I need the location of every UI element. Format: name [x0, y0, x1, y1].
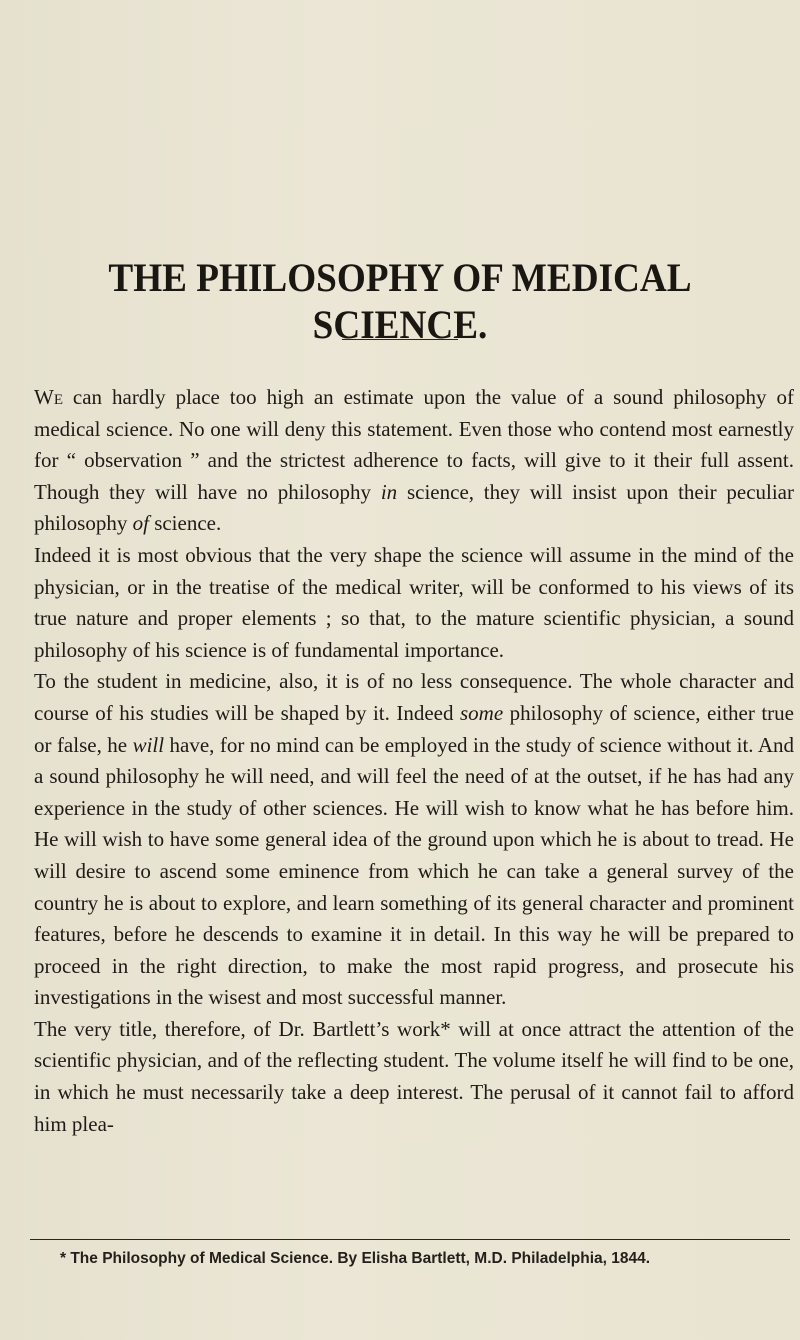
paragraph-text: can hardly place too high an estimate upon the value of a sound philosophy of medical science. No one will deny this statement. Even those who contend most earnestly for “ observation ” and the strictest adherence to facts, will give to it their full assent. Though they will have no philosophy	[34, 385, 794, 504]
footnote: * The Philosophy of Medical Science. By Elisha Bartlett, M.D. Philadelphia, 1844.	[60, 1250, 651, 1267]
page-title: THE PHILOSOPHY OF MEDICAL SCIENCE.	[108, 255, 692, 347]
paragraph-lead: We	[34, 385, 63, 409]
paragraph-2	[34, 540, 794, 666]
title-rule	[342, 339, 458, 340]
paragraph-4	[34, 1014, 794, 1140]
body-text	[34, 382, 794, 1140]
paragraph-text: The very title, therefore, of Dr. Bartlett’s work* will at once attract the attention of the scientific physician, and of the reflecting student. The volume itself he will find to be one, in which he must necessarily take a deep interest. The perusal of it cannot fail to afford him plea-	[34, 1016, 794, 1136]
paragraph-text: science.	[148, 511, 222, 536]
emphasis: in	[380, 479, 398, 504]
paragraph-text: science, they will insist upon their peculiar philosophy	[34, 479, 794, 536]
paragraph-text: philosophy of science, either true or false, he	[34, 700, 794, 757]
emphasis: of	[132, 511, 149, 536]
emphasis: some	[460, 700, 504, 725]
footnote-rule	[30, 1239, 790, 1240]
paragraph-3	[34, 666, 794, 1014]
paragraph-text: have, for no mind can be employed in the study of science without it. And a sound philosophy he will need, and will feel the need of at the outset, if he has had any experience in the study of other sciences. He will wish to know what he has before him. He will wish to have some general idea of the ground upon which he is about to tread. He will desire to ascend some eminence from which he can take a general survey of the country he is about to explore, and learn something of its general character and prominent features, before he descends to examine it in detail. In this way he will be prepared to proceed in the right direction, to make the most rapid progress, and prosecute his investigations in the wisest and most successful manner.	[34, 732, 794, 1010]
paragraph-text: To the student in medicine, also, it is of no less consequence. The whole character and course of his studies will be shaped by it. Indeed	[34, 669, 794, 725]
paragraph-text: Indeed it is most obvious that the very shape the science will assume in the mind of the physician, or in the treatise of the medical writer, will be conformed to his views of its true nature and proper elements ; so that, to the mature scientific physician, a sound philosophy of his science is of fundamental importance.	[34, 542, 794, 662]
emphasis: will	[132, 732, 165, 757]
paragraph-1	[34, 382, 794, 540]
